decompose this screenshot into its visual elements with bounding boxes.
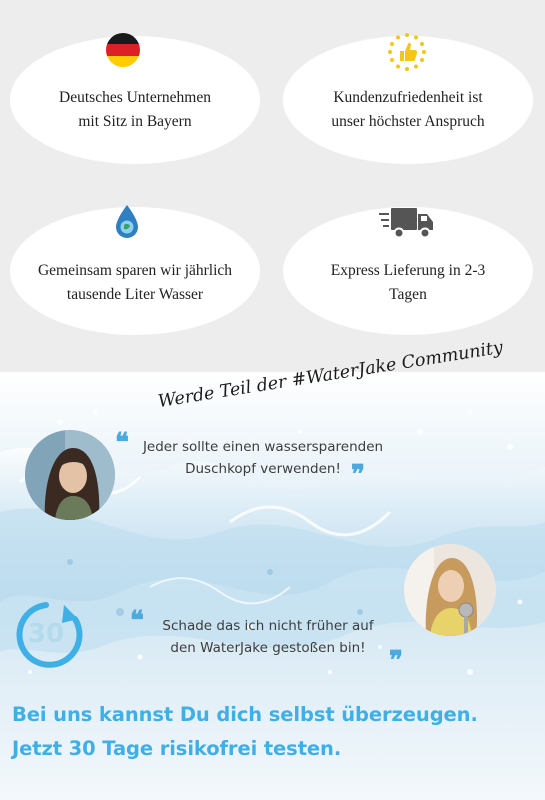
delivery-truck-icon — [379, 206, 435, 240]
feature-card-company — [10, 36, 260, 164]
feature-card-water-saving — [10, 207, 260, 335]
customer-avatar-with-showerhead — [404, 544, 496, 636]
quote-close-icon: ❞ — [389, 646, 403, 676]
headline-line-2: Jetzt 30 Tage risikofrei testen. — [12, 737, 342, 760]
feature-text: Deutsches Unternehmen mit Sitz in Bayern — [59, 89, 211, 130]
quote-open-icon: ❝ — [130, 606, 144, 636]
quote-open-icon: ❝ — [115, 428, 129, 458]
trial-badge — [12, 597, 96, 681]
community-heading — [130, 332, 530, 412]
feature-card-satisfaction — [283, 36, 533, 164]
trial-badge-number: 30 — [27, 619, 65, 649]
thumbs-up-stars-icon — [387, 32, 427, 72]
germany-flag-icon — [105, 32, 141, 68]
feature-text: Kundenzufriedenheit ist unser höchster Anspruch — [331, 89, 485, 130]
quote-close-icon: ❞ — [351, 460, 365, 490]
features-panel — [0, 0, 545, 372]
customer-avatar-image — [404, 544, 496, 636]
community-heading-text: Werde Teil der #WaterJake Community — [156, 337, 505, 412]
feature-text: Express Lieferung in 2-3 Tagen — [330, 262, 486, 303]
headline-line-1: Bei uns kannst Du dich selbst überzeugen. — [12, 703, 478, 726]
customer-avatar — [25, 430, 115, 520]
customer-avatar-image — [25, 430, 115, 520]
testimonial-quote: Schade das ich nicht früher auf den WaterJake gestoßen bin! — [162, 618, 374, 656]
water-drop-icon — [114, 204, 140, 240]
testimonial-quote: Jeder sollte einen wassersparenden Duschkopf verwenden! — [142, 439, 384, 477]
feature-card-delivery — [283, 207, 533, 335]
feature-text: Gemeinsam sparen wir jährlich tausende Liter Wasser — [37, 262, 233, 303]
